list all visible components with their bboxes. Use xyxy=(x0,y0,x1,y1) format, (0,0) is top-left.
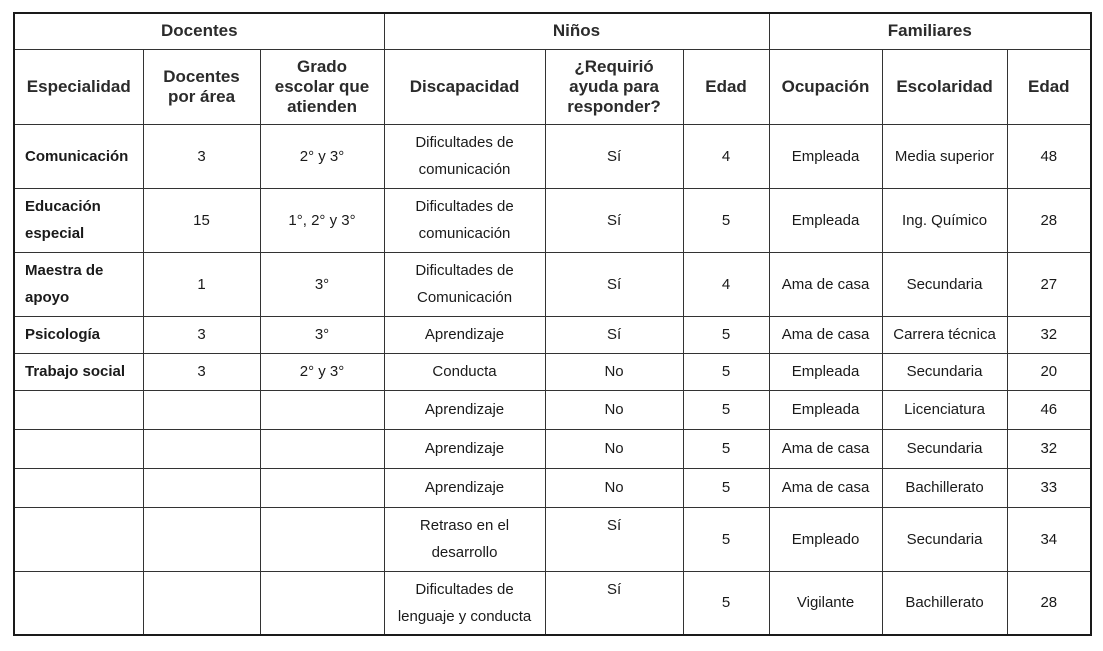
cell-ayuda: No xyxy=(545,390,683,429)
col-especialidad: Especialidad xyxy=(14,49,143,124)
cell-ocupacion: Ama de casa xyxy=(769,429,882,468)
cell-ayuda: Sí xyxy=(545,124,683,188)
cell-grado xyxy=(260,507,384,571)
cell-escolaridad: Licenciatura xyxy=(882,390,1007,429)
group-familiares: Familiares xyxy=(769,13,1091,49)
cell-discapacidad: Conducta xyxy=(384,353,545,390)
cell-especialidad xyxy=(14,468,143,507)
cell-docentes: 3 xyxy=(143,124,260,188)
table-row xyxy=(14,468,1091,507)
cell-docentes xyxy=(143,468,260,507)
cell-discapacidad: Retraso en el desarrollo xyxy=(384,507,545,571)
cell-discapacidad: Dificultades de lenguaje y conducta xyxy=(384,571,545,635)
cell-edad-nino: 5 xyxy=(683,353,769,390)
cell-edad-familiar: 33 xyxy=(1007,468,1091,507)
cell-edad-familiar: 32 xyxy=(1007,316,1091,353)
cell-edad-familiar: 48 xyxy=(1007,124,1091,188)
cell-edad-familiar: 27 xyxy=(1007,252,1091,316)
cell-grado: 2° y 3° xyxy=(260,353,384,390)
cell-escolaridad: Bachillerato xyxy=(882,571,1007,635)
cell-ocupacion: Ama de casa xyxy=(769,252,882,316)
cell-discapacidad: Aprendizaje xyxy=(384,390,545,429)
cell-escolaridad: Ing. Químico xyxy=(882,188,1007,252)
table-row xyxy=(14,390,1091,429)
cell-ocupacion: Empleada xyxy=(769,124,882,188)
cell-ocupacion: Ama de casa xyxy=(769,468,882,507)
cell-grado xyxy=(260,571,384,635)
cell-discapacidad: Aprendizaje xyxy=(384,316,545,353)
table-row xyxy=(14,507,1091,571)
cell-grado xyxy=(260,468,384,507)
cell-discapacidad: Dificultades de comunicación xyxy=(384,124,545,188)
cell-edad-nino: 4 xyxy=(683,252,769,316)
cell-discapacidad: Dificultades de Comunicación xyxy=(384,252,545,316)
cell-ayuda: No xyxy=(545,468,683,507)
table-row xyxy=(14,188,1091,252)
cell-edad-familiar: 28 xyxy=(1007,188,1091,252)
cell-grado xyxy=(260,429,384,468)
col-docentes-por-area: Docentes por área xyxy=(143,49,260,124)
cell-especialidad xyxy=(14,507,143,571)
table-row xyxy=(14,353,1091,390)
table-row xyxy=(14,316,1091,353)
col-edad-nino: Edad xyxy=(683,49,769,124)
cell-ayuda: No xyxy=(545,353,683,390)
cell-especialidad: Educación especial xyxy=(14,188,143,252)
cell-escolaridad: Secundaria xyxy=(882,507,1007,571)
cell-docentes xyxy=(143,507,260,571)
cell-ocupacion: Empleada xyxy=(769,188,882,252)
cell-grado: 1°, 2° y 3° xyxy=(260,188,384,252)
cell-especialidad: Psicología xyxy=(14,316,143,353)
cell-discapacidad: Aprendizaje xyxy=(384,429,545,468)
cell-edad-nino: 5 xyxy=(683,390,769,429)
cell-ayuda: Sí xyxy=(545,507,683,571)
group-docentes: Docentes xyxy=(14,13,384,49)
cell-ocupacion: Empleada xyxy=(769,390,882,429)
cell-edad-nino: 5 xyxy=(683,316,769,353)
col-escolaridad: Escolaridad xyxy=(882,49,1007,124)
col-grado-escolar: Grado escolar que atienden xyxy=(260,49,384,124)
cell-escolaridad: Media superior xyxy=(882,124,1007,188)
cell-especialidad xyxy=(14,390,143,429)
cell-docentes: 15 xyxy=(143,188,260,252)
cell-grado: 3° xyxy=(260,252,384,316)
cell-ayuda: No xyxy=(545,429,683,468)
cell-grado: 3° xyxy=(260,316,384,353)
cell-especialidad: Trabajo social xyxy=(14,353,143,390)
cell-especialidad: Maestra de apoyo xyxy=(14,252,143,316)
cell-ocupacion: Empleada xyxy=(769,353,882,390)
table-row xyxy=(14,252,1091,316)
cell-ayuda: Sí xyxy=(545,316,683,353)
cell-ayuda: Sí xyxy=(545,252,683,316)
cell-escolaridad: Secundaria xyxy=(882,353,1007,390)
cell-especialidad xyxy=(14,571,143,635)
cell-escolaridad: Secundaria xyxy=(882,252,1007,316)
cell-grado: 2° y 3° xyxy=(260,124,384,188)
cell-edad-familiar: 46 xyxy=(1007,390,1091,429)
cell-especialidad xyxy=(14,429,143,468)
cell-escolaridad: Carrera técnica xyxy=(882,316,1007,353)
group-ninos: Niños xyxy=(384,13,769,49)
participants-table xyxy=(13,12,1092,636)
cell-docentes: 3 xyxy=(143,353,260,390)
cell-docentes: 1 xyxy=(143,252,260,316)
cell-ayuda: Sí xyxy=(545,571,683,635)
col-ocupacion: Ocupación xyxy=(769,49,882,124)
cell-edad-nino: 5 xyxy=(683,571,769,635)
cell-edad-familiar: 34 xyxy=(1007,507,1091,571)
column-header-row xyxy=(14,49,1091,124)
cell-edad-nino: 5 xyxy=(683,188,769,252)
cell-ocupacion: Empleado xyxy=(769,507,882,571)
table-row xyxy=(14,429,1091,468)
cell-grado xyxy=(260,390,384,429)
cell-ocupacion: Vigilante xyxy=(769,571,882,635)
cell-docentes: 3 xyxy=(143,316,260,353)
col-requirio-ayuda: ¿Requirió ayuda para responder? xyxy=(545,49,683,124)
cell-ocupacion: Ama de casa xyxy=(769,316,882,353)
cell-discapacidad: Aprendizaje xyxy=(384,468,545,507)
cell-edad-nino: 5 xyxy=(683,507,769,571)
col-edad-familiar: Edad xyxy=(1007,49,1091,124)
cell-discapacidad: Dificultades de comunicación xyxy=(384,188,545,252)
cell-edad-familiar: 20 xyxy=(1007,353,1091,390)
cell-especialidad: Comunicación xyxy=(14,124,143,188)
cell-escolaridad: Secundaria xyxy=(882,429,1007,468)
cell-docentes xyxy=(143,571,260,635)
cell-edad-familiar: 28 xyxy=(1007,571,1091,635)
cell-docentes xyxy=(143,390,260,429)
cell-edad-nino: 5 xyxy=(683,468,769,507)
cell-edad-nino: 5 xyxy=(683,429,769,468)
group-header-row xyxy=(14,13,1091,49)
col-discapacidad: Discapacidad xyxy=(384,49,545,124)
cell-ayuda: Sí xyxy=(545,188,683,252)
table-row xyxy=(14,571,1091,635)
cell-edad-familiar: 32 xyxy=(1007,429,1091,468)
table-row xyxy=(14,124,1091,188)
cell-edad-nino: 4 xyxy=(683,124,769,188)
cell-escolaridad: Bachillerato xyxy=(882,468,1007,507)
cell-docentes xyxy=(143,429,260,468)
